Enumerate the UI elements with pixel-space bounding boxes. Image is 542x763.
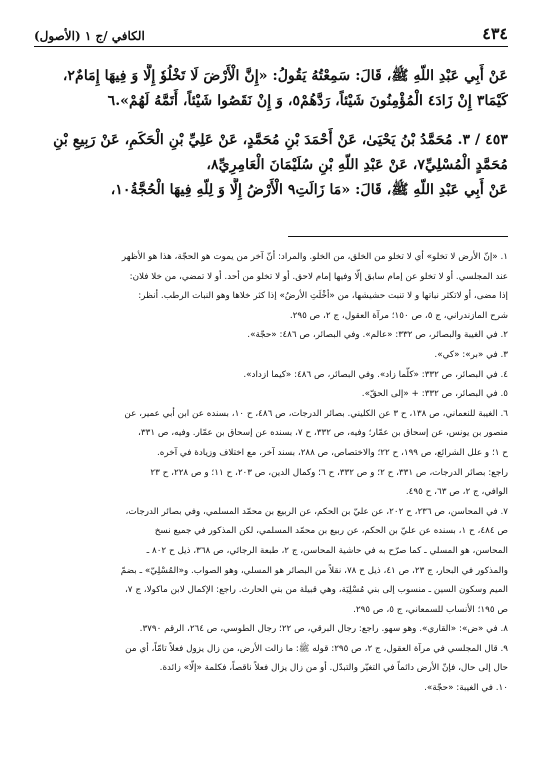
hadith-text <box>34 64 508 203</box>
footnote-line: ٨. في «ض»: «القاري». وهو سهو. راجع: رجال البرقي، ص ٢٢؛ رجال الطوسي، ص ٢٦٤، الرقم ٣٧٩٠. <box>139 624 508 635</box>
footnote-line: ٩. قال المجلسي في مرآة العقول، ج ٢، ص ٢٩٥: قوله ﷺ: ما زالت الأرض، من زال يزول فعلاً تامّاً، أي من <box>125 643 508 654</box>
footnote-line: ١. «إنّ الأرض لا تخلو» أي لا تخلو من الخلق، من الخلو. والمراد: أنّ آخر من يموت هو الحجّة، هذا هو الأظهر <box>121 252 508 262</box>
page-number: ٤٣٤ <box>482 24 508 43</box>
footnote-line: ٢. في الغيبة والبصائر، ص ٣٣٢: «عالم». وفي البصائر، ص ٤٨٦: «حجّة». <box>247 330 508 341</box>
footnote-line: شرح المازندراني، ج ٥، ص ١٥٠؛ مرآة العقول، ج ٢، ص ٢٩٥. <box>289 310 508 321</box>
footnote-line: منصور بن يونس، عن إسحاق بن عمّار؛ وفيه، ص ٣٣٢، ح ٧، بسنده عن إسحاق بن عمّار. وفيه، ص ٣٣١، <box>138 428 508 439</box>
hadith-line: مُحَمَّدٍ الْمُسْلِيِّ٧، عَنْ عَبْدِ اللّهِ بْنِ سُلَيْمَانَ الْعَامِرِيِّ٨، <box>206 157 508 173</box>
page-header <box>34 22 508 47</box>
footnote-line: عند المجلسي. أو لا تخلو عن إمام سابق إلّا وفيها إمام لاحق. أو لا تخلو من أحد. أو لا تمضي، من خلا فلان: <box>129 271 508 282</box>
footnote-line: الميم وسكون السين ـ منسوب إلى بني مُسْلِيَة، وهي قبيلة من بني الحارث. راجع: الإكمال لابن ماكولا، ج ٧، <box>124 585 508 596</box>
footnote-line: ١٠. في الغيبة: «حجّة». <box>424 683 508 694</box>
hadith-line: كَيْمَا٣ إِنْ زَادَ٤ الْمُؤْمِنُونَ شَيْئاً، رَدَّهُمْ٥، وَ إِنْ نَقَصُوا شَيْئاً، أَتَمَّهُ لَهُمْ».٦ <box>107 93 508 109</box>
running-title: الكافي /ج ١ (الأصول) <box>34 29 145 43</box>
footnote-line: والمذكور في البحار، ج ٢٣، ص ٤١، ذيل ح ٧٨، نقلاً من البصائر هو المسلي، وهو الصواب. و«المُسْلِيّ» ـ بضمّ <box>120 565 508 576</box>
hadith-line: عَنْ أَبِي عَبْدِ اللّهِ ﷺ، قَالَ: «مَا زَالَتِ٩ الْأَرْضُ إِلَّا وَ لِلّهِ فِيهَا الْحُجَّةُ١٠، <box>110 182 508 198</box>
footnote-line: ٤. في البصائر، ص ٣٣٢: «كلّما زاد». وفي البصائر، ص ٤٨٦: «كيما ازداد». <box>243 369 508 380</box>
footnote-line: حال إلى حال، فإنّ الأرض دائماً في التغيّر والتبدّل. أو من زال يزال فعلاً ناقصاً، فكلمة «إلّا» زائدة. <box>159 663 508 674</box>
footnote-line: إذا مضى، أو لاتكثر نباتها و لا تنبت حشيشها، من «أخْلَتِ الأرضُ» إذا كثر خلاها وهو النبات الرطب. أنظر: <box>138 291 508 302</box>
footnote-line: ص ١٩٥؛ الأنساب للسمعاني، ج ٥، ص ٢٩٥. <box>353 604 508 615</box>
footnote-line: ح ١؛ و علل الشرائع، ص ١٩٩، ح ٢٢؛ والاختصاص، ص ٢٨٨، بسند آخر، مع اختلاف وزيادة في آخره. <box>157 447 508 458</box>
footnote-separator <box>288 236 508 237</box>
footnote-line: ٦. الغيبة للنعماني، ص ١٣٨، ح ٣ عن الكليني. بصائر الدرجات، ص ٤٨٦، ح ١٠، بسنده عن ابن أبي عمير، عن <box>124 408 508 419</box>
footnotes <box>34 248 508 699</box>
hadith-line: ٤٥٣ / ٣. مُحَمَّدُ بْنُ يَحْيَىٰ، عَنْ أَحْمَدَ بْنِ مُحَمَّدٍ، عَنْ عَلِيِّ بْنِ الْحَكَمِ، عَنْ رَبِيعِ بْنِ <box>53 132 508 148</box>
footnote-line: ص ٤٨٤، ح ١، بسنده عن عليّ بن الحكم، عن ربيع بن محمّد المسلمي، لكن المذكور في جميع نسخ <box>154 526 508 537</box>
footnote-line: ٧. في المحاسن، ص ٢٣٦، ح ٢٠٢، عن عليّ بن الحكم، عن الربيع بن محمّد المسلمي، وفي بصائر الدرجات، <box>125 506 508 517</box>
footnote-line: الوافي، ج ٢، ص ٦٣، ح ٤٩٥. <box>405 487 508 498</box>
hadith-line: عَنْ أَبِي عَبْدِ اللّهِ ﷺ، قَالَ: سَمِعْتُهُ يَقُولُ: «إِنَّ الْأَرْضَ لَا تَخْلُوٗ إِلَّا وَ فِيهَا إِمَامٌ٢، <box>62 68 508 84</box>
footnote-line: المحاسن، هو المسلي ـ كما صرّح به في حاشية المحاسن، ج ٢، طبعة الرجائي، ص ٣٦٨، ذيل ح ٨٠٢ ـ <box>146 545 508 556</box>
footnote-line: ٥. في البصائر، ص ٣٣٢: + «إلى الحقّ». <box>361 389 508 400</box>
footnote-line: ٣. في «بر»: «كي». <box>434 349 508 360</box>
footnote-line: راجع: بصائر الدرجات، ص ٣٣١، ح ٢؛ و ص ٣٣٢، ح ٦؛ وكمال الدين، ص ٢٠٣، ح ١١؛ و ص ٢٢٨، ح ٢٣ <box>150 467 508 478</box>
